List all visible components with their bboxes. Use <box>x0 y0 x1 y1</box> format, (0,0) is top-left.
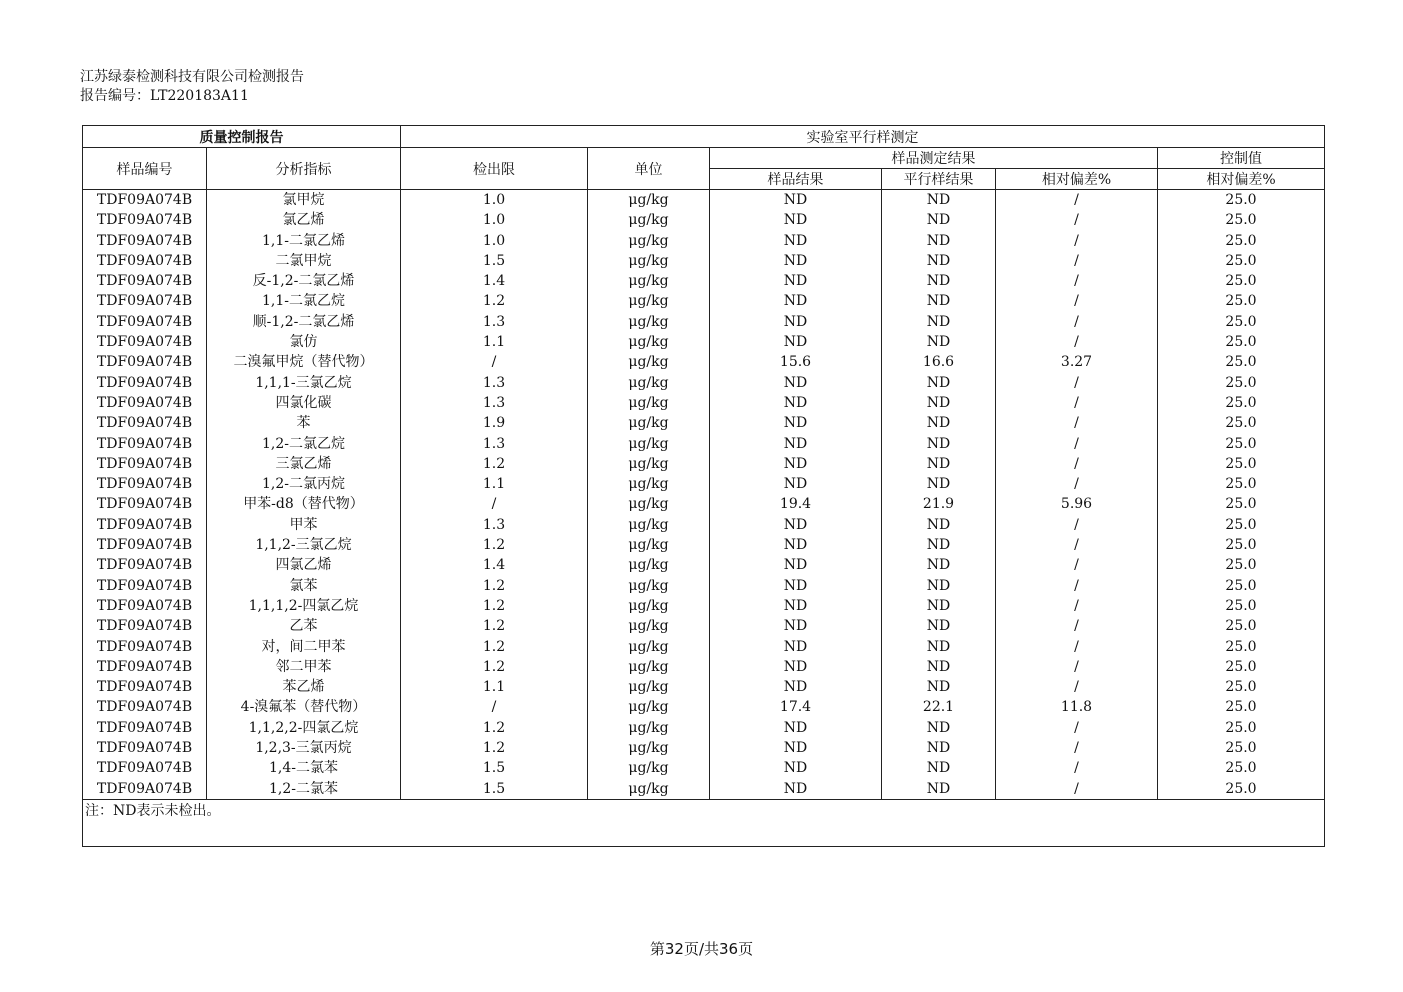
cell-sample-result: ND <box>710 413 882 433</box>
header-detection-limit: 检出限 <box>401 148 588 190</box>
cell-sample-id: TDF09A074B <box>83 454 207 474</box>
cell-detection-limit: 1.0 <box>401 210 588 230</box>
cell-rpd: / <box>996 758 1158 778</box>
cell-detection-limit: 1.2 <box>401 657 588 677</box>
cell-parallel-result: ND <box>882 616 996 636</box>
cell-analyte: 四氯化碳 <box>207 393 401 413</box>
cell-unit: μg/kg <box>588 373 710 393</box>
cell-sample-result: ND <box>710 616 882 636</box>
cell-analyte: 苯 <box>207 413 401 433</box>
table-row <box>83 373 1325 393</box>
cell-unit: μg/kg <box>588 697 710 717</box>
cell-parallel-result: 16.6 <box>882 352 996 372</box>
cell-detection-limit: 1.5 <box>401 779 588 800</box>
cell-unit: μg/kg <box>588 454 710 474</box>
table-row <box>83 251 1325 271</box>
cell-rpd: / <box>996 190 1158 211</box>
cell-analyte: 四氯乙烯 <box>207 555 401 575</box>
cell-sample-id: TDF09A074B <box>83 738 207 758</box>
cell-sample-result: ND <box>710 393 882 413</box>
cell-rpd: / <box>996 454 1158 474</box>
cell-analyte: 顺-1,2-二氯乙烯 <box>207 312 401 332</box>
cell-unit: μg/kg <box>588 515 710 535</box>
cell-analyte: 1,1,1-三氯乙烷 <box>207 373 401 393</box>
cell-sample-result: ND <box>710 718 882 738</box>
cell-detection-limit: 1.3 <box>401 312 588 332</box>
cell-rpd: / <box>996 251 1158 271</box>
table-row <box>83 515 1325 535</box>
cell-rpd: / <box>996 779 1158 800</box>
header-control-rpd: 相对偏差% <box>1158 169 1325 190</box>
cell-sample-result: ND <box>710 738 882 758</box>
cell-analyte: 1,1-二氯乙烯 <box>207 231 401 251</box>
cell-detection-limit: / <box>401 697 588 717</box>
cell-detection-limit: 1.2 <box>401 454 588 474</box>
cell-analyte: 1,2,3-三氯丙烷 <box>207 738 401 758</box>
table-row <box>83 758 1325 778</box>
table-row <box>83 576 1325 596</box>
cell-parallel-result: 22.1 <box>882 697 996 717</box>
header-analyte: 分析指标 <box>207 148 401 190</box>
cell-rpd: / <box>996 413 1158 433</box>
cell-parallel-result: ND <box>882 454 996 474</box>
cell-parallel-result: ND <box>882 393 996 413</box>
cell-control-value: 25.0 <box>1158 373 1325 393</box>
cell-sample-id: TDF09A074B <box>83 596 207 616</box>
table-row <box>83 454 1325 474</box>
cell-detection-limit: 1.2 <box>401 616 588 636</box>
cell-parallel-result: ND <box>882 332 996 352</box>
cell-parallel-result: ND <box>882 434 996 454</box>
table-row <box>83 434 1325 454</box>
cell-sample-result: ND <box>710 291 882 311</box>
table-row <box>83 494 1325 514</box>
cell-parallel-result: ND <box>882 474 996 494</box>
cell-parallel-result: ND <box>882 190 996 211</box>
cell-parallel-result: ND <box>882 596 996 616</box>
header-sample-result: 样品结果 <box>710 169 882 190</box>
cell-detection-limit: 1.0 <box>401 190 588 211</box>
cell-sample-id: TDF09A074B <box>83 413 207 433</box>
cell-sample-result: 17.4 <box>710 697 882 717</box>
cell-sample-id: TDF09A074B <box>83 555 207 575</box>
table-row <box>83 352 1325 372</box>
cell-sample-result: ND <box>710 474 882 494</box>
cell-sample-result: ND <box>710 271 882 291</box>
page-number: 第32页/共36页 <box>649 940 754 958</box>
header-rpd: 相对偏差% <box>996 169 1158 190</box>
cell-sample-id: TDF09A074B <box>83 779 207 800</box>
table-row <box>83 291 1325 311</box>
cell-unit: μg/kg <box>588 616 710 636</box>
cell-sample-id: TDF09A074B <box>83 251 207 271</box>
section-title: 实验室平行样测定 <box>401 126 1325 148</box>
cell-rpd: / <box>996 271 1158 291</box>
cell-unit: μg/kg <box>588 494 710 514</box>
cell-analyte: 1,2-二氯苯 <box>207 779 401 800</box>
cell-control-value: 25.0 <box>1158 576 1325 596</box>
report-number: 报告编号：LT220183A11 <box>80 88 249 104</box>
cell-detection-limit: 1.2 <box>401 738 588 758</box>
cell-rpd: / <box>996 210 1158 230</box>
cell-analyte: 三氯乙烯 <box>207 454 401 474</box>
table-row <box>83 555 1325 575</box>
cell-parallel-result: ND <box>882 210 996 230</box>
cell-rpd: / <box>996 373 1158 393</box>
cell-control-value: 25.0 <box>1158 779 1325 800</box>
table-row <box>83 657 1325 677</box>
table-row <box>83 637 1325 657</box>
cell-analyte: 氯乙烯 <box>207 210 401 230</box>
cell-sample-id: TDF09A074B <box>83 393 207 413</box>
cell-sample-result: ND <box>710 434 882 454</box>
cell-sample-result: ND <box>710 637 882 657</box>
table-row <box>83 190 1325 211</box>
cell-rpd: / <box>996 616 1158 636</box>
cell-parallel-result: ND <box>882 576 996 596</box>
cell-sample-result: ND <box>710 190 882 211</box>
cell-detection-limit: 1.2 <box>401 535 588 555</box>
cell-rpd: / <box>996 434 1158 454</box>
cell-sample-result: ND <box>710 779 882 800</box>
cell-sample-result: ND <box>710 210 882 230</box>
cell-rpd: / <box>996 657 1158 677</box>
report-header <box>80 68 304 106</box>
cell-unit: μg/kg <box>588 637 710 657</box>
cell-sample-id: TDF09A074B <box>83 312 207 332</box>
cell-control-value: 25.0 <box>1158 291 1325 311</box>
cell-rpd: / <box>996 535 1158 555</box>
table-row <box>83 271 1325 291</box>
cell-analyte: 氯仿 <box>207 332 401 352</box>
cell-detection-limit: 1.2 <box>401 291 588 311</box>
cell-detection-limit: 1.9 <box>401 413 588 433</box>
cell-parallel-result: ND <box>882 413 996 433</box>
cell-rpd: / <box>996 474 1158 494</box>
cell-control-value: 25.0 <box>1158 718 1325 738</box>
cell-unit: μg/kg <box>588 758 710 778</box>
cell-sample-id: TDF09A074B <box>83 697 207 717</box>
cell-parallel-result: ND <box>882 251 996 271</box>
cell-control-value: 25.0 <box>1158 494 1325 514</box>
cell-parallel-result: ND <box>882 373 996 393</box>
cell-parallel-result: ND <box>882 291 996 311</box>
table-row <box>83 738 1325 758</box>
cell-analyte: 氯甲烷 <box>207 190 401 211</box>
cell-detection-limit: 1.1 <box>401 677 588 697</box>
cell-detection-limit: / <box>401 494 588 514</box>
cell-rpd: / <box>996 332 1158 352</box>
cell-sample-id: TDF09A074B <box>83 332 207 352</box>
cell-rpd: / <box>996 291 1158 311</box>
cell-analyte: 苯乙烯 <box>207 677 401 697</box>
cell-sample-result: ND <box>710 677 882 697</box>
header-sample-id: 样品编号 <box>83 148 207 190</box>
cell-analyte: 1,2-二氯乙烷 <box>207 434 401 454</box>
cell-rpd: 3.27 <box>996 352 1158 372</box>
cell-detection-limit: 1.2 <box>401 576 588 596</box>
quality-control-table <box>82 125 1325 847</box>
cell-parallel-result: ND <box>882 718 996 738</box>
cell-parallel-result: ND <box>882 738 996 758</box>
cell-analyte: 二溴氟甲烷（替代物） <box>207 352 401 372</box>
cell-sample-id: TDF09A074B <box>83 515 207 535</box>
cell-unit: μg/kg <box>588 291 710 311</box>
cell-detection-limit: 1.5 <box>401 251 588 271</box>
cell-control-value: 25.0 <box>1158 210 1325 230</box>
cell-control-value: 25.0 <box>1158 555 1325 575</box>
table-body <box>83 190 1325 800</box>
cell-sample-id: TDF09A074B <box>83 190 207 211</box>
cell-analyte: 甲苯 <box>207 515 401 535</box>
cell-analyte: 1,1,1,2-四氯乙烷 <box>207 596 401 616</box>
cell-parallel-result: ND <box>882 758 996 778</box>
cell-rpd: / <box>996 738 1158 758</box>
table-header <box>83 126 1325 190</box>
table-row <box>83 616 1325 636</box>
table-row <box>83 210 1325 230</box>
cell-analyte: 乙苯 <box>207 616 401 636</box>
table-row <box>83 332 1325 352</box>
cell-unit: μg/kg <box>588 413 710 433</box>
cell-parallel-result: ND <box>882 657 996 677</box>
cell-rpd: / <box>996 576 1158 596</box>
cell-rpd: / <box>996 718 1158 738</box>
cell-detection-limit: 1.1 <box>401 332 588 352</box>
cell-sample-id: TDF09A074B <box>83 231 207 251</box>
cell-unit: μg/kg <box>588 555 710 575</box>
cell-sample-result: ND <box>710 373 882 393</box>
cell-detection-limit: 1.3 <box>401 393 588 413</box>
table-row <box>83 697 1325 717</box>
cell-sample-result: ND <box>710 758 882 778</box>
cell-unit: μg/kg <box>588 779 710 800</box>
cell-control-value: 25.0 <box>1158 596 1325 616</box>
cell-control-value: 25.0 <box>1158 657 1325 677</box>
header-control-value: 控制值 <box>1158 148 1325 169</box>
cell-sample-id: TDF09A074B <box>83 352 207 372</box>
cell-unit: μg/kg <box>588 231 710 251</box>
table-row <box>83 474 1325 494</box>
cell-sample-result: ND <box>710 596 882 616</box>
cell-control-value: 25.0 <box>1158 515 1325 535</box>
cell-rpd: 11.8 <box>996 697 1158 717</box>
cell-sample-result: ND <box>710 332 882 352</box>
cell-parallel-result: ND <box>882 271 996 291</box>
table-note: 注：ND表示未检出。 <box>83 799 1325 846</box>
cell-analyte: 1,4-二氯苯 <box>207 758 401 778</box>
cell-control-value: 25.0 <box>1158 413 1325 433</box>
qc-report-title: 质量控制报告 <box>83 126 401 148</box>
cell-sample-id: TDF09A074B <box>83 718 207 738</box>
cell-unit: μg/kg <box>588 677 710 697</box>
cell-analyte: 对，间二甲苯 <box>207 637 401 657</box>
cell-sample-result: ND <box>710 555 882 575</box>
cell-analyte: 4-溴氟苯（替代物） <box>207 697 401 717</box>
cell-control-value: 25.0 <box>1158 231 1325 251</box>
cell-unit: μg/kg <box>588 738 710 758</box>
cell-sample-result: ND <box>710 657 882 677</box>
cell-detection-limit: 1.3 <box>401 373 588 393</box>
cell-unit: μg/kg <box>588 352 710 372</box>
cell-parallel-result: ND <box>882 555 996 575</box>
cell-sample-result: ND <box>710 312 882 332</box>
cell-analyte: 1,1,2,2-四氯乙烷 <box>207 718 401 738</box>
cell-rpd: / <box>996 393 1158 413</box>
cell-sample-result: 19.4 <box>710 494 882 514</box>
cell-sample-id: TDF09A074B <box>83 535 207 555</box>
table-row <box>83 312 1325 332</box>
cell-sample-id: TDF09A074B <box>83 616 207 636</box>
cell-sample-id: TDF09A074B <box>83 637 207 657</box>
table-row <box>83 718 1325 738</box>
cell-rpd: / <box>996 596 1158 616</box>
cell-unit: μg/kg <box>588 312 710 332</box>
cell-parallel-result: ND <box>882 677 996 697</box>
cell-control-value: 25.0 <box>1158 352 1325 372</box>
cell-parallel-result: ND <box>882 779 996 800</box>
cell-sample-id: TDF09A074B <box>83 758 207 778</box>
cell-sample-id: TDF09A074B <box>83 210 207 230</box>
cell-parallel-result: ND <box>882 515 996 535</box>
header-unit: 单位 <box>588 148 710 190</box>
cell-unit: μg/kg <box>588 474 710 494</box>
cell-sample-result: ND <box>710 535 882 555</box>
table-row <box>83 779 1325 800</box>
cell-sample-id: TDF09A074B <box>83 291 207 311</box>
cell-analyte: 氯苯 <box>207 576 401 596</box>
cell-control-value: 25.0 <box>1158 697 1325 717</box>
cell-parallel-result: ND <box>882 535 996 555</box>
cell-control-value: 25.0 <box>1158 677 1325 697</box>
cell-sample-id: TDF09A074B <box>83 657 207 677</box>
cell-unit: μg/kg <box>588 576 710 596</box>
cell-analyte: 反-1,2-二氯乙烯 <box>207 271 401 291</box>
cell-rpd: / <box>996 637 1158 657</box>
cell-unit: μg/kg <box>588 434 710 454</box>
cell-analyte: 1,1,2-三氯乙烷 <box>207 535 401 555</box>
cell-unit: μg/kg <box>588 718 710 738</box>
cell-detection-limit: 1.2 <box>401 596 588 616</box>
cell-unit: μg/kg <box>588 596 710 616</box>
cell-control-value: 25.0 <box>1158 190 1325 211</box>
cell-control-value: 25.0 <box>1158 434 1325 454</box>
cell-control-value: 25.0 <box>1158 738 1325 758</box>
cell-detection-limit: 1.1 <box>401 474 588 494</box>
cell-sample-result: ND <box>710 576 882 596</box>
cell-analyte: 二氯甲烷 <box>207 251 401 271</box>
cell-detection-limit: 1.3 <box>401 515 588 535</box>
cell-detection-limit: 1.5 <box>401 758 588 778</box>
cell-control-value: 25.0 <box>1158 251 1325 271</box>
cell-detection-limit: 1.2 <box>401 718 588 738</box>
cell-control-value: 25.0 <box>1158 312 1325 332</box>
cell-detection-limit: 1.3 <box>401 434 588 454</box>
cell-parallel-result: ND <box>882 637 996 657</box>
cell-unit: μg/kg <box>588 210 710 230</box>
header-results-group: 样品测定结果 <box>710 148 1158 169</box>
cell-rpd: / <box>996 555 1158 575</box>
cell-unit: μg/kg <box>588 190 710 211</box>
cell-control-value: 25.0 <box>1158 535 1325 555</box>
cell-sample-id: TDF09A074B <box>83 474 207 494</box>
company-title: 江苏绿泰检测科技有限公司检测报告 <box>80 69 304 85</box>
table-row <box>83 231 1325 251</box>
table-row <box>83 393 1325 413</box>
cell-unit: μg/kg <box>588 332 710 352</box>
cell-sample-id: TDF09A074B <box>83 576 207 596</box>
cell-rpd: / <box>996 312 1158 332</box>
cell-sample-result: ND <box>710 515 882 535</box>
cell-unit: μg/kg <box>588 271 710 291</box>
table-row <box>83 677 1325 697</box>
cell-rpd: / <box>996 231 1158 251</box>
cell-analyte: 1,1-二氯乙烷 <box>207 291 401 311</box>
cell-control-value: 25.0 <box>1158 616 1325 636</box>
cell-sample-id: TDF09A074B <box>83 494 207 514</box>
cell-parallel-result: 21.9 <box>882 494 996 514</box>
cell-control-value: 25.0 <box>1158 637 1325 657</box>
cell-rpd: 5.96 <box>996 494 1158 514</box>
cell-analyte: 1,2-二氯丙烷 <box>207 474 401 494</box>
cell-sample-id: TDF09A074B <box>83 677 207 697</box>
cell-unit: μg/kg <box>588 393 710 413</box>
cell-control-value: 25.0 <box>1158 474 1325 494</box>
cell-control-value: 25.0 <box>1158 332 1325 352</box>
cell-control-value: 25.0 <box>1158 758 1325 778</box>
cell-unit: μg/kg <box>588 657 710 677</box>
table-row <box>83 596 1325 616</box>
cell-detection-limit: 1.2 <box>401 637 588 657</box>
cell-analyte: 甲苯-d8（替代物） <box>207 494 401 514</box>
cell-detection-limit: 1.0 <box>401 231 588 251</box>
cell-sample-id: TDF09A074B <box>83 373 207 393</box>
cell-control-value: 25.0 <box>1158 454 1325 474</box>
cell-analyte: 邻二甲苯 <box>207 657 401 677</box>
cell-parallel-result: ND <box>882 231 996 251</box>
cell-sample-result: ND <box>710 454 882 474</box>
header-parallel-result: 平行样结果 <box>882 169 996 190</box>
cell-sample-result: 15.6 <box>710 352 882 372</box>
cell-rpd: / <box>996 677 1158 697</box>
cell-sample-id: TDF09A074B <box>83 271 207 291</box>
cell-control-value: 25.0 <box>1158 271 1325 291</box>
cell-unit: μg/kg <box>588 535 710 555</box>
cell-detection-limit: / <box>401 352 588 372</box>
cell-control-value: 25.0 <box>1158 393 1325 413</box>
cell-detection-limit: 1.4 <box>401 271 588 291</box>
table-row <box>83 535 1325 555</box>
cell-unit: μg/kg <box>588 251 710 271</box>
cell-sample-result: ND <box>710 231 882 251</box>
cell-detection-limit: 1.4 <box>401 555 588 575</box>
cell-rpd: / <box>996 515 1158 535</box>
cell-sample-result: ND <box>710 251 882 271</box>
table-row <box>83 413 1325 433</box>
cell-parallel-result: ND <box>882 312 996 332</box>
cell-sample-id: TDF09A074B <box>83 434 207 454</box>
